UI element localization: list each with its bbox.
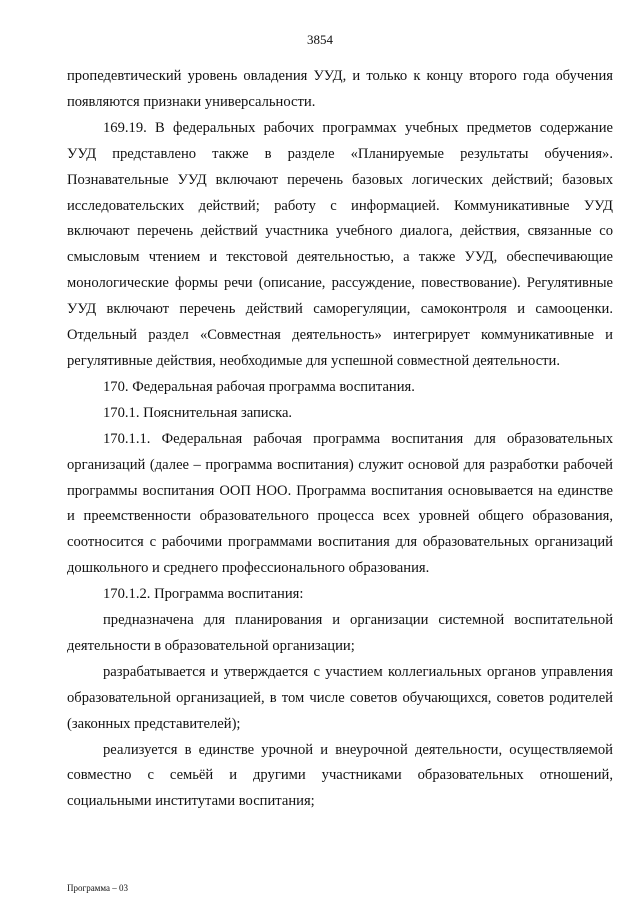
list-item-planning: предназначена для планирования и организации системной воспитательной деятельности в образовательной организации;: [67, 612, 613, 654]
paragraph-170-heading: 170. Федеральная рабочая программа воспитания.: [103, 378, 415, 395]
page-footer: Программа – 03: [67, 883, 129, 893]
list-item-development: разрабатывается и утверждается с участием коллегиальных органов управления образовательной организацией, в том числе советов обучающихся, советов родителей (законных представителей);: [67, 663, 613, 732]
paragraph-170-1-2-heading: 170.1.2. Программа воспитания:: [103, 586, 304, 603]
paragraph-169-19: 169.19. В федеральных рабочих программах учебных предметов содержание УУД представлено также в разделе «Планируемые результаты обучения». Познавательные УУД включают перечень базовых логических действий; базовых исследовательских действий; работу с информацией. Коммуникативные УУД включают перечень действий участника учебного диалога, действия, связанные со смысловым чтением и текстовой деятельностью, а также УУД, обеспечивающие монологические формы речи (описание, рассуждение, повествование). Регулятивные УУД включают перечень действий саморегуляции, самоконтроля и самооценки. Отдельный раздел «Совместная деятельность» интегрирует коммуникативные и регулятивные действия, необходимые для успешной совместной деятельности.: [67, 119, 613, 369]
paragraph-continuation: пропедевтический уровень овладения УУД, и только к концу второго года обучения появляются признаки универсальности.: [67, 68, 613, 110]
page-number: 3854: [307, 32, 333, 47]
paragraph-170-1-heading: 170.1. Пояснительная записка.: [103, 404, 293, 421]
list-item-implementation: реализуется в единстве урочной и внеурочной деятельности, осуществляемой совместно с семьёй и другими участниками образовательных отношений, социальными институтами воспитания;: [67, 741, 613, 810]
document-body: [67, 64, 613, 815]
paragraph-170-1-1: 170.1.1. Федеральная рабочая программа воспитания для образовательных организаций (далее – программа воспитания) служит основой для разработки рабочей программы воспитания ООП НОО. Программа воспитания основывается на единстве и преемственности образовательного процесса всех уровней общего образования, соотносится с рабочими программами воспитания для образовательных организаций дошкольного и среднего профессионального образования.: [67, 430, 613, 577]
